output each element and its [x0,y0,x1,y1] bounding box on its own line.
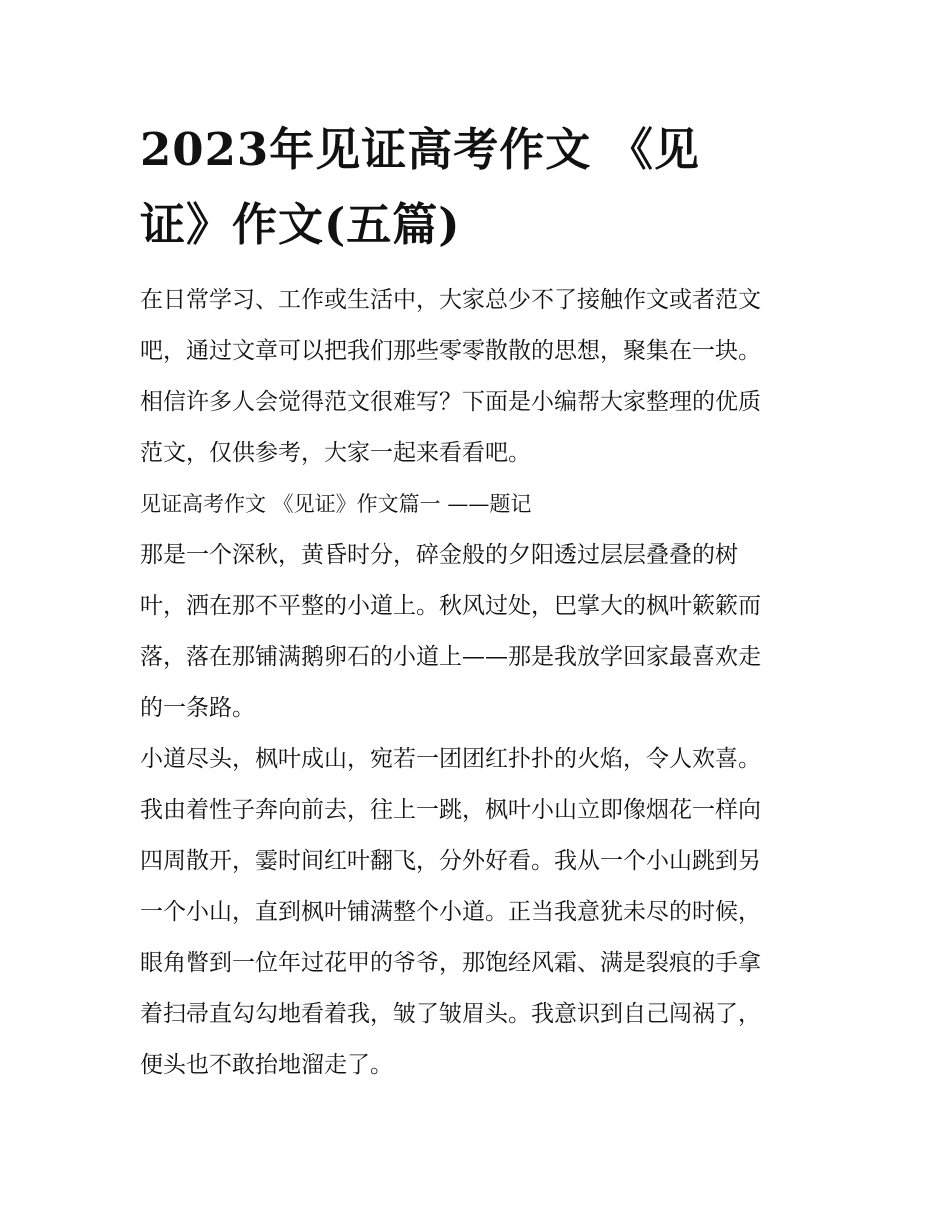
text-line: 叶，洒在那不平整的小道上。秋风过处，巴掌大的枫叶簌簌而 [140,593,761,619]
title-line: 2023年见证高考作文 《见 [140,123,700,176]
text-line: 小道尽头，枫叶成山，宛若一团团红扑扑的火焰，令人欢喜。 [140,746,761,772]
text-line: 在日常学习、工作或生活中，大家总少不了接触作文或者范文 [140,287,761,313]
title-line: 证》作文(五篇) [140,198,461,251]
intro-paragraph [140,278,830,482]
text-line: 着扫帚直勾勾地看着我，皱了皱眉头。我意识到自己闯祸了， [140,1001,761,1027]
text-line: 便头也不敢抬地溜走了。 [140,1052,393,1078]
text-line: 我由着性子奔向前去，往上一跳，枫叶小山立即像烟花一样向 [140,797,761,823]
section-heading: 见证高考作文 《见证》作文篇一 ——题记 [140,492,532,516]
text-line: 的一条路。 [140,695,255,721]
text-line: 那是一个深秋，黄昏时分，碎金般的夕阳透过层层叠叠的树 [140,542,738,568]
text-line: 相信许多人会觉得范文很难写？下面是小编帮大家整理的优质 [140,389,761,415]
paragraph-2 [140,737,830,1094]
document-title [140,112,740,262]
text-line: 四周散开，霎时间红叶翻飞，分外好看。我从一个小山跳到另 [140,848,761,874]
text-line: 吧，通过文章可以把我们那些零零散散的思想，聚集在一块。 [140,338,761,364]
text-line: 眼角瞥到一位年过花甲的爷爷，那饱经风霜、满是裂痕的手拿 [140,950,761,976]
text-line: 一个小山，直到枫叶铺满整个小道。正当我意犹未尽的时候， [140,899,761,925]
document-body [140,278,830,1094]
paragraph-1 [140,533,830,737]
text-line: 范文，仅供参考，大家一起来看看吧。 [140,440,531,466]
text-line: 落，落在那铺满鹅卵石的小道上——那是我放学回家最喜欢走 [140,644,761,670]
